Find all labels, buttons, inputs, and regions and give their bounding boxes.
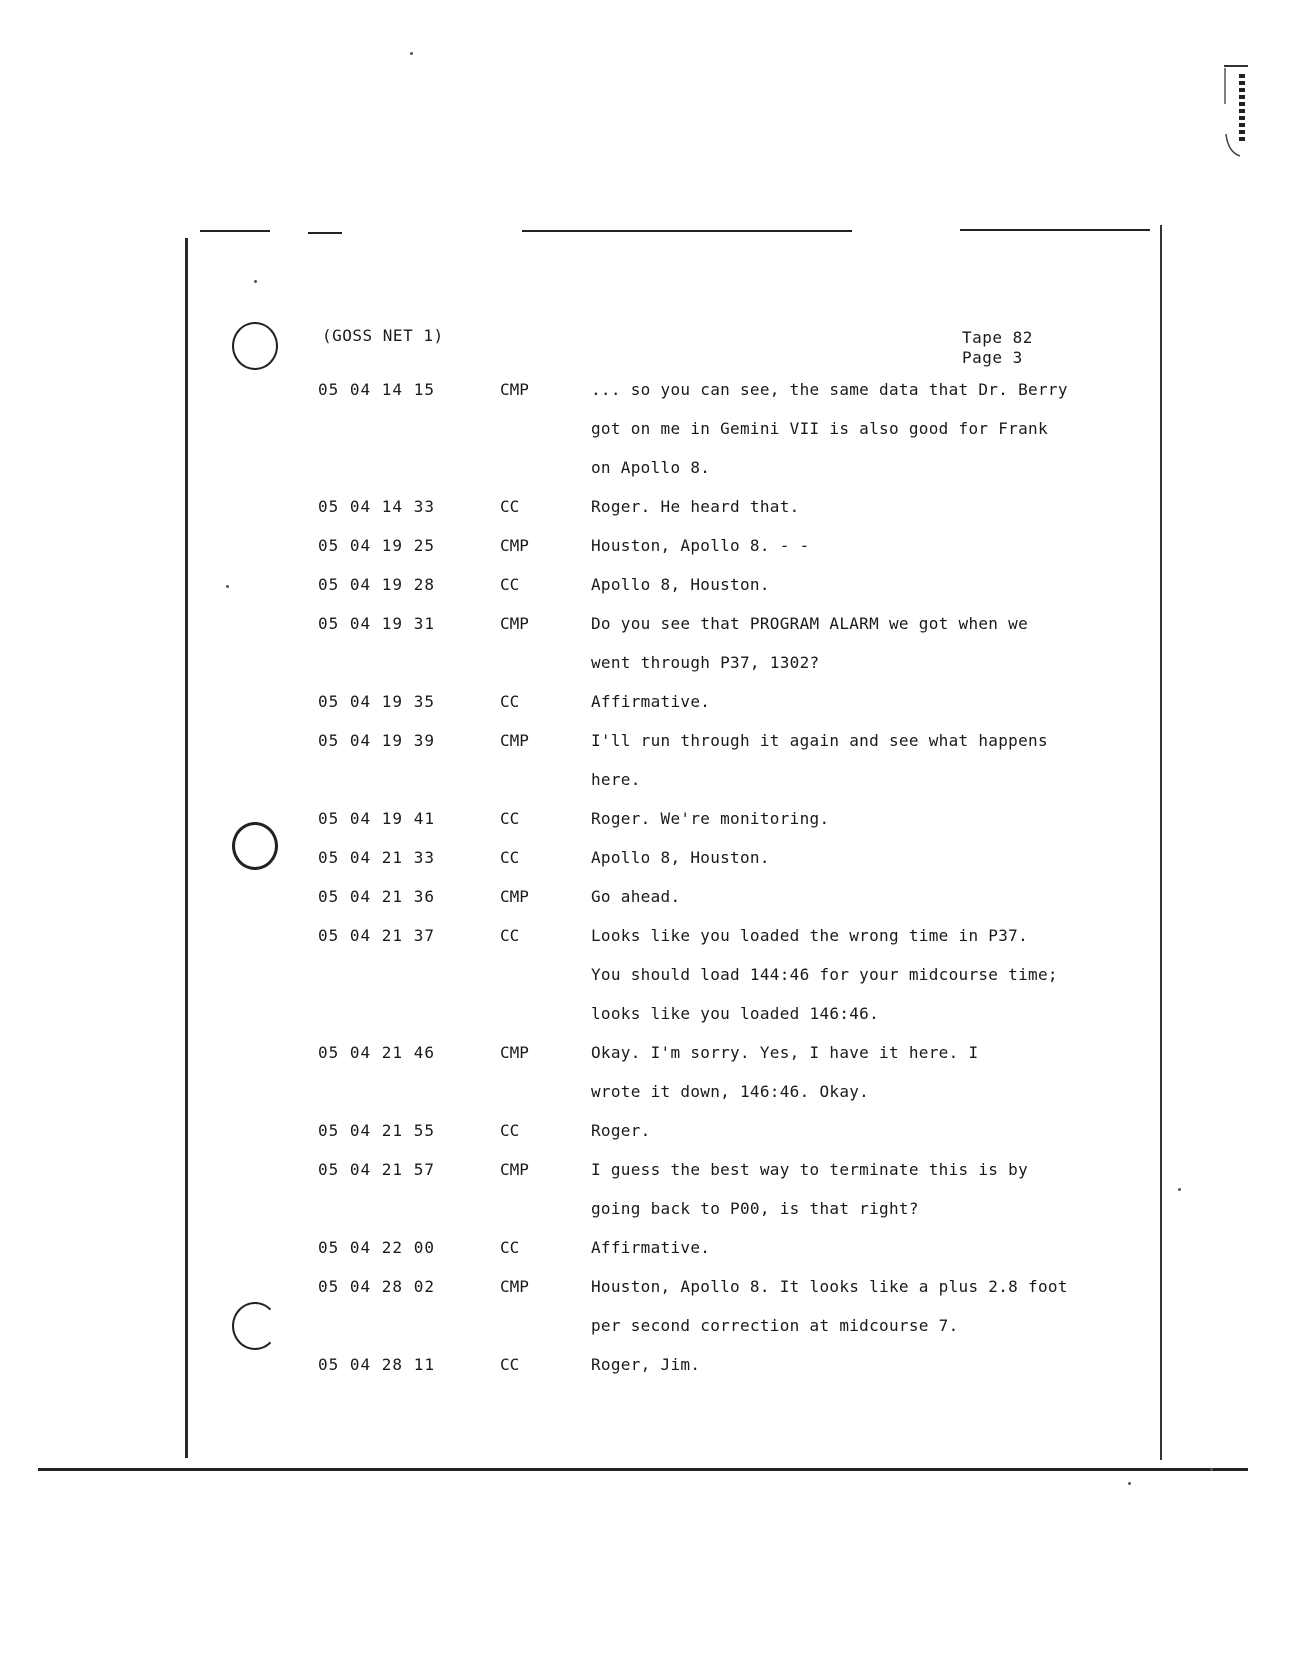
transcript-entry	[318, 926, 1118, 1043]
transcript-entry	[318, 809, 1118, 848]
punch-hole-bottom	[232, 1302, 278, 1350]
timestamp: 05 04 19 31	[318, 614, 435, 633]
dialogue-line: Roger. We're monitoring.	[591, 809, 830, 828]
transcript-entry	[318, 1238, 1118, 1277]
page-left-border	[185, 238, 188, 1458]
page-number-label: Page 3	[962, 348, 1023, 367]
dialogue-line: Go ahead.	[591, 887, 681, 906]
dialogue-line: ... so you can see, the same data that Dr. Berry	[591, 380, 1068, 399]
transcript-entry	[318, 497, 1118, 536]
dialogue-text	[591, 497, 1091, 536]
transcript-entry	[318, 1355, 1118, 1394]
dialogue-line: Roger.	[591, 1121, 651, 1140]
dialogue-text	[591, 575, 1091, 614]
dialogue-text	[591, 731, 1091, 809]
timestamp: 05 04 21 33	[318, 848, 435, 867]
timestamp: 05 04 21 37	[318, 926, 435, 945]
speaker-code: CC	[500, 497, 520, 516]
dialogue-text	[591, 1043, 1091, 1121]
transcript-entry	[318, 731, 1118, 809]
speaker-code: CMP	[500, 536, 529, 555]
dialogue-text	[591, 926, 1091, 1043]
tape-label: Tape 82	[962, 328, 1033, 347]
dialogue-text	[591, 1277, 1091, 1355]
dialogue-line: on Apollo 8.	[591, 458, 711, 477]
top-rule-right	[960, 229, 1150, 231]
dialogue-text	[591, 809, 1091, 848]
speaker-code: CMP	[500, 887, 529, 906]
dialogue-text	[591, 1238, 1091, 1277]
dialogue-line: got on me in Gemini VII is also good for Frank	[591, 419, 1048, 438]
top-rule-center	[522, 230, 852, 232]
dialogue-text	[591, 380, 1091, 497]
dialogue-text	[591, 692, 1091, 731]
dialogue-text	[591, 1355, 1091, 1394]
dialogue-text	[591, 1121, 1091, 1160]
dialogue-text	[591, 1160, 1091, 1238]
speaker-code: CC	[500, 1121, 520, 1140]
top-rule-dash	[308, 232, 342, 234]
transcript-entry	[318, 887, 1118, 926]
speaker-code: CC	[500, 575, 520, 594]
dialogue-line: Houston, Apollo 8. - -	[591, 536, 810, 555]
timestamp: 05 04 28 02	[318, 1277, 435, 1296]
speaker-code: CC	[500, 926, 520, 945]
dialogue-line: I'll run through it again and see what happens	[591, 731, 1048, 750]
speaker-code: CC	[500, 1238, 520, 1257]
timestamp: 05 04 19 35	[318, 692, 435, 711]
transcript-entry	[318, 1121, 1118, 1160]
dialogue-line: Houston, Apollo 8. It looks like a plus 2.8 foot	[591, 1277, 1068, 1296]
speaker-code: CMP	[500, 1160, 529, 1179]
speaker-code: CMP	[500, 614, 529, 633]
dialogue-line: Apollo 8, Houston.	[591, 848, 770, 867]
dialogue-line: per second correction at midcourse 7.	[591, 1316, 959, 1335]
dialogue-line: You should load 144:46 for your midcourse time;	[591, 965, 1058, 984]
transcript-entry	[318, 536, 1118, 575]
timestamp: 05 04 21 57	[318, 1160, 435, 1179]
scan-speck	[1210, 1468, 1213, 1471]
timestamp: 05 04 19 41	[318, 809, 435, 828]
scan-speck	[1128, 1482, 1131, 1485]
dialogue-text	[591, 614, 1091, 692]
timestamp: 05 04 22 00	[318, 1238, 435, 1257]
speaker-code: CMP	[500, 731, 529, 750]
timestamp: 05 04 28 11	[318, 1355, 435, 1374]
transcript-entry	[318, 692, 1118, 731]
dialogue-text	[591, 848, 1091, 887]
scan-speck	[1178, 1188, 1181, 1191]
dialogue-text	[591, 887, 1091, 926]
transcript-entry	[318, 575, 1118, 614]
speaker-code: CMP	[500, 1277, 529, 1296]
timestamp: 05 04 21 55	[318, 1121, 435, 1140]
speaker-code: CC	[500, 1355, 520, 1374]
page-right-border	[1160, 225, 1162, 1460]
transcript-entry	[318, 1277, 1118, 1355]
bottom-rule	[38, 1468, 1248, 1471]
transcript-entry	[318, 614, 1118, 692]
dialogue-line: Roger. He heard that.	[591, 497, 800, 516]
timestamp: 05 04 19 25	[318, 536, 435, 555]
dialogue-line: wrote it down, 146:46. Okay.	[591, 1082, 870, 1101]
scan-speck	[226, 585, 229, 588]
dialogue-line: Okay. I'm sorry. Yes, I have it here. I	[591, 1043, 979, 1062]
transcript-entry	[318, 848, 1118, 887]
dialogue-line: Apollo 8, Houston.	[591, 575, 770, 594]
speaker-code: CMP	[500, 1043, 529, 1062]
timestamp: 05 04 14 33	[318, 497, 435, 516]
speaker-code: CC	[500, 848, 520, 867]
speaker-code: CC	[500, 809, 520, 828]
dialogue-text	[591, 536, 1091, 575]
timestamp: 05 04 14 15	[318, 380, 435, 399]
timestamp: 05 04 19 28	[318, 575, 435, 594]
dialogue-line: Roger, Jim.	[591, 1355, 701, 1374]
dialogue-line: went through P37, 1302?	[591, 653, 820, 672]
transcript-entry	[318, 1160, 1118, 1238]
punch-hole-middle	[232, 822, 278, 870]
dialogue-line: Do you see that PROGRAM ALARM we got when we	[591, 614, 1029, 633]
scan-edge-mark	[1222, 64, 1250, 160]
dialogue-line: going back to P00, is that right?	[591, 1199, 919, 1218]
net-label: (GOSS NET 1)	[322, 326, 444, 345]
dialogue-line: looks like you loaded 146:46.	[591, 1004, 880, 1023]
dialogue-line: Looks like you loaded the wrong time in P37.	[591, 926, 1029, 945]
speaker-code: CC	[500, 692, 520, 711]
scan-speck	[254, 280, 257, 283]
top-rule-left	[200, 230, 270, 232]
dialogue-line: here.	[591, 770, 641, 789]
transcript-entry	[318, 1043, 1118, 1121]
dialogue-line: Affirmative.	[591, 692, 711, 711]
punch-hole-top	[232, 322, 278, 370]
speaker-code: CMP	[500, 380, 529, 399]
dialogue-line: I guess the best way to terminate this is by	[591, 1160, 1029, 1179]
scan-speck	[410, 52, 413, 55]
dialogue-line: Affirmative.	[591, 1238, 711, 1257]
transcript-body	[318, 380, 1118, 1394]
timestamp: 05 04 21 36	[318, 887, 435, 906]
timestamp: 05 04 21 46	[318, 1043, 435, 1062]
transcript-entry	[318, 380, 1118, 497]
timestamp: 05 04 19 39	[318, 731, 435, 750]
